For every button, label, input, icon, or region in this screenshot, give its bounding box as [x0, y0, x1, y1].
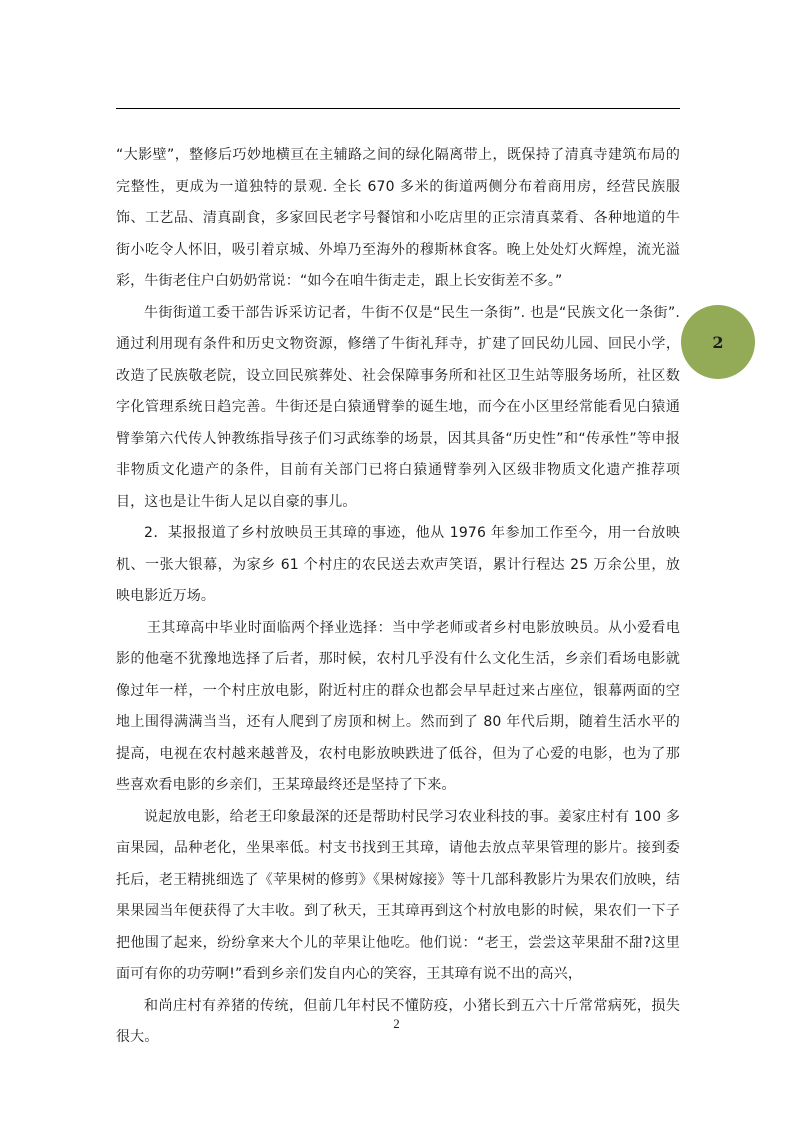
header-rule [116, 108, 680, 109]
page-badge: 2 [681, 305, 755, 379]
paragraph-6: 和尚庄村有养猪的传统，但前几年村民不懂防疫，小猪长到五六十斤常常病死，损失很大。 [116, 997, 680, 1045]
paragraph-5: 说起放电影，给老王印象最深的还是帮助村民学习农业科技的事。姜家庄村有 100 多亩果园，品种老化，坐果率低。村支书找到王其璋，请他去放点苹果管理的影片。接到委托后，老王精挑细选了《苹果树的修剪》《果树嫁接》等十几部科教影片为果农们放映，结果果园当年便获得了大丰收。到了秋天，王其璋再到这个村放电影的时候，果农们一下子把他围了起来，纷纷拿来大个儿的苹果让他吃。他们说：“老王，尝尝这苹果甜不甜?这里面可有你的功劳啊!”看到乡亲们发自内心的笑容，王其璋有说不出的高兴， [116, 808, 680, 982]
document-body [116, 140, 680, 1054]
paragraph-2: 牛街街道工委干部告诉采访记者，牛街不仅是“民生一条街”. 也是“民族文化一条街”. 通过利用现有条件和历史文物资源，修缮了牛街礼拜寺，扩建了回民幼儿园、回民小学，改造了民族敬老院，设立回民殡葬处、社会保障事务所和社区卫生站等服务场所，社区数字化管理系统日趋完善。牛街还是白猿通臂拳的诞生地，而今在小区里经常能看见白猿通臂拳第六代传人钟教练指导孩子们习武练拳的场景，因其具备“历史性”和“传承性”等申报非物质文化遗产的条件，目前有关部门已将白猿通臂拳列入区级非物质文化遗产推荐项目，这也是让牛街人足以自豪的事儿。 [116, 304, 680, 510]
paragraph-1: “大影壁”，整修后巧妙地横亘在主辅路之间的绿化隔离带上，既保持了清真寺建筑布局的完整性，更成为一道独特的景观. 全长 670 多米的街道两侧分布着商用房，经营民族服饰、工艺品、清真副食，多家回民老字号餐馆和小吃店里的正宗清真菜肴、各种地道的牛街小吃令人怀旧，吸引着京城、外埠乃至海外的穆斯林食客。晚上处处灯火辉煌，流光溢彩，牛街老住户白奶奶常说：“如今在咱牛街走走，跟上长安街差不多。” [116, 147, 680, 289]
paragraph-4: 王其璋高中毕业时面临两个择业选择：当中学老师或者乡村电影放映员。从小爱看电影的他毫不犹豫地选择了后者，那时候，农村几乎没有什么文化生活，乡亲们看场电影就像过年一样，一个村庄放电影，附近村庄的群众也都会早早赶过来占座位，银幕两面的空地上围得满满当当，还有人爬到了房顶和树上。然而到了 80 年代后期，随着生活水平的提高，电视在农村越来越普及，农村电影放映跌进了低谷，但为了心爱的电影，也为了那些喜欢看电影的乡亲们，王某璋最终还是坚持了下来。 [116, 619, 680, 793]
paragraph-3: 2．某报报道了乡村放映员王其璋的事迹，他从 1976 年参加工作至今，用一台放映机、一张大银幕，为家乡 61 个村庄的农民送去欢声笑语，累计行程达 25 万余公里，放映电影近万场。 [116, 525, 680, 604]
page-number: 2 [393, 1016, 400, 1031]
